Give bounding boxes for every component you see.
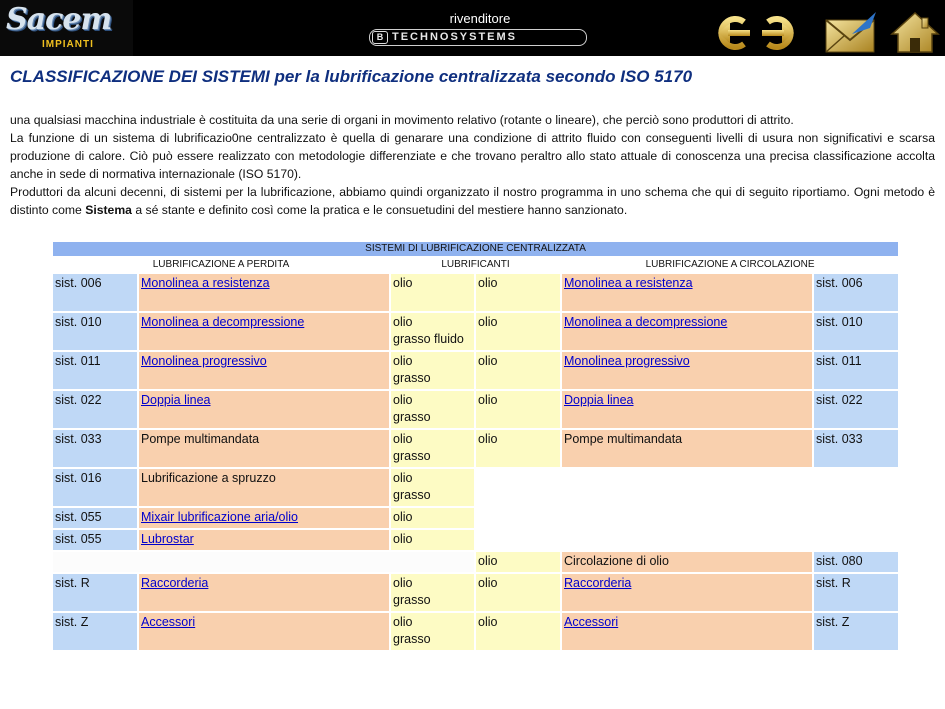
systems-table-body xyxy=(53,274,898,650)
system-code-text: sist. 033 xyxy=(55,432,102,446)
system-code xyxy=(814,352,898,389)
lubricant-cell xyxy=(476,613,560,650)
column-header-lubrificanti: LUBRIFICANTI xyxy=(391,258,560,272)
lubricant-value: grasso xyxy=(393,371,431,385)
system-name[interactable] xyxy=(562,574,812,611)
system-code xyxy=(53,508,137,528)
lubricant-cell xyxy=(391,469,474,506)
system-code xyxy=(814,613,898,650)
lubricant-cell-text: olio xyxy=(478,576,498,590)
system-code-text: sist. 010 xyxy=(816,315,863,329)
intro-paragraph-2: La funzione di un sistema di lubrificazio0ne centralizzato è quella di genarare una condizione di attrito fluido con conseguenti livelli di usura non significativi e scarsa produzione di calore. Ciò può essere realizzato con metodologie differenziate e che trovano peraltro allo stato attuale di conoscenza una precisa classificazione accolta anche in sede di normativa internazionale (ISO 5170). xyxy=(10,131,935,181)
lubricant-cell xyxy=(476,552,560,572)
reseller-badge[interactable] xyxy=(369,29,587,46)
lubricant-value: grasso xyxy=(393,593,431,607)
empty-cell xyxy=(476,530,898,550)
empty-cell xyxy=(476,469,898,506)
system-code-text: sist. 016 xyxy=(55,471,102,485)
empty-cell xyxy=(53,552,474,572)
system-code xyxy=(53,530,137,550)
system-name-text: Pompe multimandata xyxy=(141,432,260,446)
system-link[interactable]: Lubrostar xyxy=(141,532,194,546)
system-name[interactable] xyxy=(562,352,812,389)
system-code xyxy=(53,313,137,350)
lubricant-cell-text: olio xyxy=(478,276,498,290)
system-code xyxy=(53,274,137,311)
system-name-text: Circolazione di olio xyxy=(564,554,669,568)
lubricant-value: olio xyxy=(393,615,413,629)
lubricant-cell-text: olio xyxy=(478,554,498,568)
forward-arrow-icon[interactable] xyxy=(758,13,798,53)
lubricant-value: olio xyxy=(393,315,413,329)
lubricant-value: grasso xyxy=(393,488,431,502)
system-name[interactable] xyxy=(139,352,389,389)
system-code-text: sist. R xyxy=(55,576,90,590)
lubricant-cell xyxy=(391,574,474,611)
lubricant-value: olio xyxy=(393,354,413,368)
system-link[interactable]: Monolinea a resistenza xyxy=(564,276,693,290)
column-header-perdita: LUBRIFICAZIONE A PERDITA xyxy=(53,258,389,272)
system-code xyxy=(814,574,898,611)
system-link[interactable]: Accessori xyxy=(141,615,196,629)
reseller-label: rivenditore xyxy=(449,11,511,26)
system-name[interactable] xyxy=(139,613,389,650)
system-name xyxy=(562,552,812,572)
system-name[interactable] xyxy=(139,391,389,428)
lubricant-value: olio xyxy=(393,510,413,524)
lubricant-cell xyxy=(476,352,560,389)
system-name[interactable] xyxy=(562,613,812,650)
system-code xyxy=(814,552,898,572)
table-title: SISTEMI DI LUBRIFICAZIONE CENTRALIZZATA xyxy=(53,242,898,256)
system-name xyxy=(562,430,812,467)
system-link[interactable]: Monolinea progressivo xyxy=(564,354,690,368)
lubricant-cell xyxy=(391,430,474,467)
lubricant-cell xyxy=(476,313,560,350)
lubricant-value: grasso xyxy=(393,632,431,646)
system-name xyxy=(139,469,389,506)
column-header-circolazione: LUBRIFICAZIONE A CIRCOLAZIONE xyxy=(562,258,898,272)
reseller-name: TECHNOSYSTEMS xyxy=(392,31,518,43)
systems-table xyxy=(51,240,900,652)
system-code xyxy=(53,430,137,467)
system-link[interactable]: Raccorderia xyxy=(141,576,209,590)
empty-cell xyxy=(476,508,898,528)
system-name[interactable] xyxy=(139,313,389,350)
system-link[interactable]: Monolinea a decompressione xyxy=(564,315,728,329)
system-code-text: sist. 011 xyxy=(55,354,101,368)
system-name xyxy=(139,430,389,467)
sacem-logo[interactable] xyxy=(0,0,133,56)
lubricant-cell xyxy=(391,530,474,550)
logo-subtext: IMPIANTI xyxy=(42,39,94,50)
system-name[interactable] xyxy=(139,574,389,611)
system-code-text: sist. 006 xyxy=(55,276,102,290)
system-code xyxy=(53,613,137,650)
system-link[interactable]: Mixair lubrificazione aria/olio xyxy=(141,510,299,524)
system-code-text: sist. 080 xyxy=(816,554,863,568)
lubricant-value: olio xyxy=(393,532,413,546)
system-name-text: Lubrificazione a spruzzo xyxy=(141,471,276,485)
system-name[interactable] xyxy=(139,274,389,311)
system-code-text: sist. 055 xyxy=(55,510,102,524)
lubricant-value: olio xyxy=(393,471,413,485)
system-code-text: sist. 033 xyxy=(816,432,863,446)
lubricant-value: olio xyxy=(393,393,413,407)
lubricant-value: grasso xyxy=(393,449,431,463)
lubricant-cell xyxy=(391,352,474,389)
lubricant-cell-text: olio xyxy=(478,615,498,629)
lubricant-cell-text: olio xyxy=(478,354,498,368)
system-code xyxy=(53,469,137,506)
system-code xyxy=(814,274,898,311)
system-code-text: sist. 011 xyxy=(816,354,862,368)
system-name[interactable] xyxy=(562,391,812,428)
lubricant-cell xyxy=(476,430,560,467)
table-row xyxy=(53,574,898,611)
system-code xyxy=(814,391,898,428)
system-name[interactable] xyxy=(139,508,389,528)
system-link[interactable]: Doppia linea xyxy=(564,393,634,407)
system-code-text: sist. 006 xyxy=(816,276,863,290)
table-row xyxy=(53,613,898,650)
table-row xyxy=(53,430,898,467)
system-code-text: sist. 022 xyxy=(816,393,863,407)
table-row xyxy=(53,352,898,389)
table-row xyxy=(53,530,898,550)
table-row xyxy=(53,391,898,428)
system-name[interactable] xyxy=(562,274,812,311)
sistema-keyword: Sistema xyxy=(85,203,132,217)
table-row xyxy=(53,508,898,528)
table-row xyxy=(53,274,898,311)
lubricant-cell xyxy=(476,574,560,611)
lubricant-cell xyxy=(391,613,474,650)
intro-paragraph-1: una qualsiasi macchina industriale è costituita da una serie di organi in movimento relativo (rotante o lineare), che perciò sono produttori di attrito. xyxy=(10,113,794,127)
system-code-text: sist. R xyxy=(816,576,851,590)
system-link[interactable]: Monolinea a decompressione xyxy=(141,315,305,329)
system-code xyxy=(53,352,137,389)
system-link[interactable]: Accessori xyxy=(564,615,619,629)
lubricant-cell-text: olio xyxy=(478,393,498,407)
lubricant-value: olio xyxy=(393,276,413,290)
system-link[interactable]: Doppia linea xyxy=(141,393,211,407)
lubricant-cell xyxy=(391,508,474,528)
lubricant-cell-text: olio xyxy=(478,315,498,329)
system-name[interactable] xyxy=(562,313,812,350)
system-code-text: sist. 010 xyxy=(55,315,102,329)
back-arrow-icon[interactable] xyxy=(714,13,754,53)
reseller-badge-letter: B xyxy=(372,31,388,44)
page-title: CLASSIFICAZIONE DEI SISTEMI per la lubrificazione centralizzata secondo ISO 5170 xyxy=(10,67,693,86)
system-name-text: Pompe multimandata xyxy=(564,432,683,446)
lubricant-cell xyxy=(391,313,474,350)
intro-paragraph-3: Produttori da alcuni decenni, di sistemi per la lubrificazione, abbiamo quindi organizzato il nostro programma in uno schema che qui di seguito riportiamo. Ogni metodo è distinto come Sistema a sé stante e definito così come la pratica e le consuetudini del mestiere hanno sanzionato. xyxy=(10,185,935,217)
system-code xyxy=(814,313,898,350)
lubricant-cell xyxy=(391,274,474,311)
lubricant-cell-text: olio xyxy=(478,432,498,446)
system-code-text: sist. 022 xyxy=(55,393,102,407)
lubricant-value: olio xyxy=(393,576,413,590)
system-code-text: sist. 055 xyxy=(55,532,102,546)
intro-text xyxy=(10,111,935,219)
table-row xyxy=(53,313,898,350)
system-code-text: sist. Z xyxy=(55,615,89,629)
system-code-text: sist. Z xyxy=(816,615,850,629)
table-row xyxy=(53,469,898,506)
system-link[interactable]: Monolinea progressivo xyxy=(141,354,267,368)
lubricant-cell xyxy=(476,391,560,428)
system-link[interactable]: Raccorderia xyxy=(564,576,632,590)
lubricant-cell xyxy=(391,391,474,428)
email-icon[interactable] xyxy=(822,10,878,54)
system-code xyxy=(814,430,898,467)
home-icon[interactable] xyxy=(890,10,940,54)
system-code xyxy=(53,391,137,428)
system-code xyxy=(53,574,137,611)
system-link[interactable]: Monolinea a resistenza xyxy=(141,276,270,290)
lubricant-cell xyxy=(476,274,560,311)
top-banner xyxy=(0,0,945,56)
table-row xyxy=(53,552,898,572)
lubricant-value: grasso fluido xyxy=(393,332,464,346)
lubricant-value: grasso xyxy=(393,410,431,424)
system-name[interactable] xyxy=(139,530,389,550)
lubricant-value: olio xyxy=(393,432,413,446)
logo-text: Sacem xyxy=(6,2,112,37)
